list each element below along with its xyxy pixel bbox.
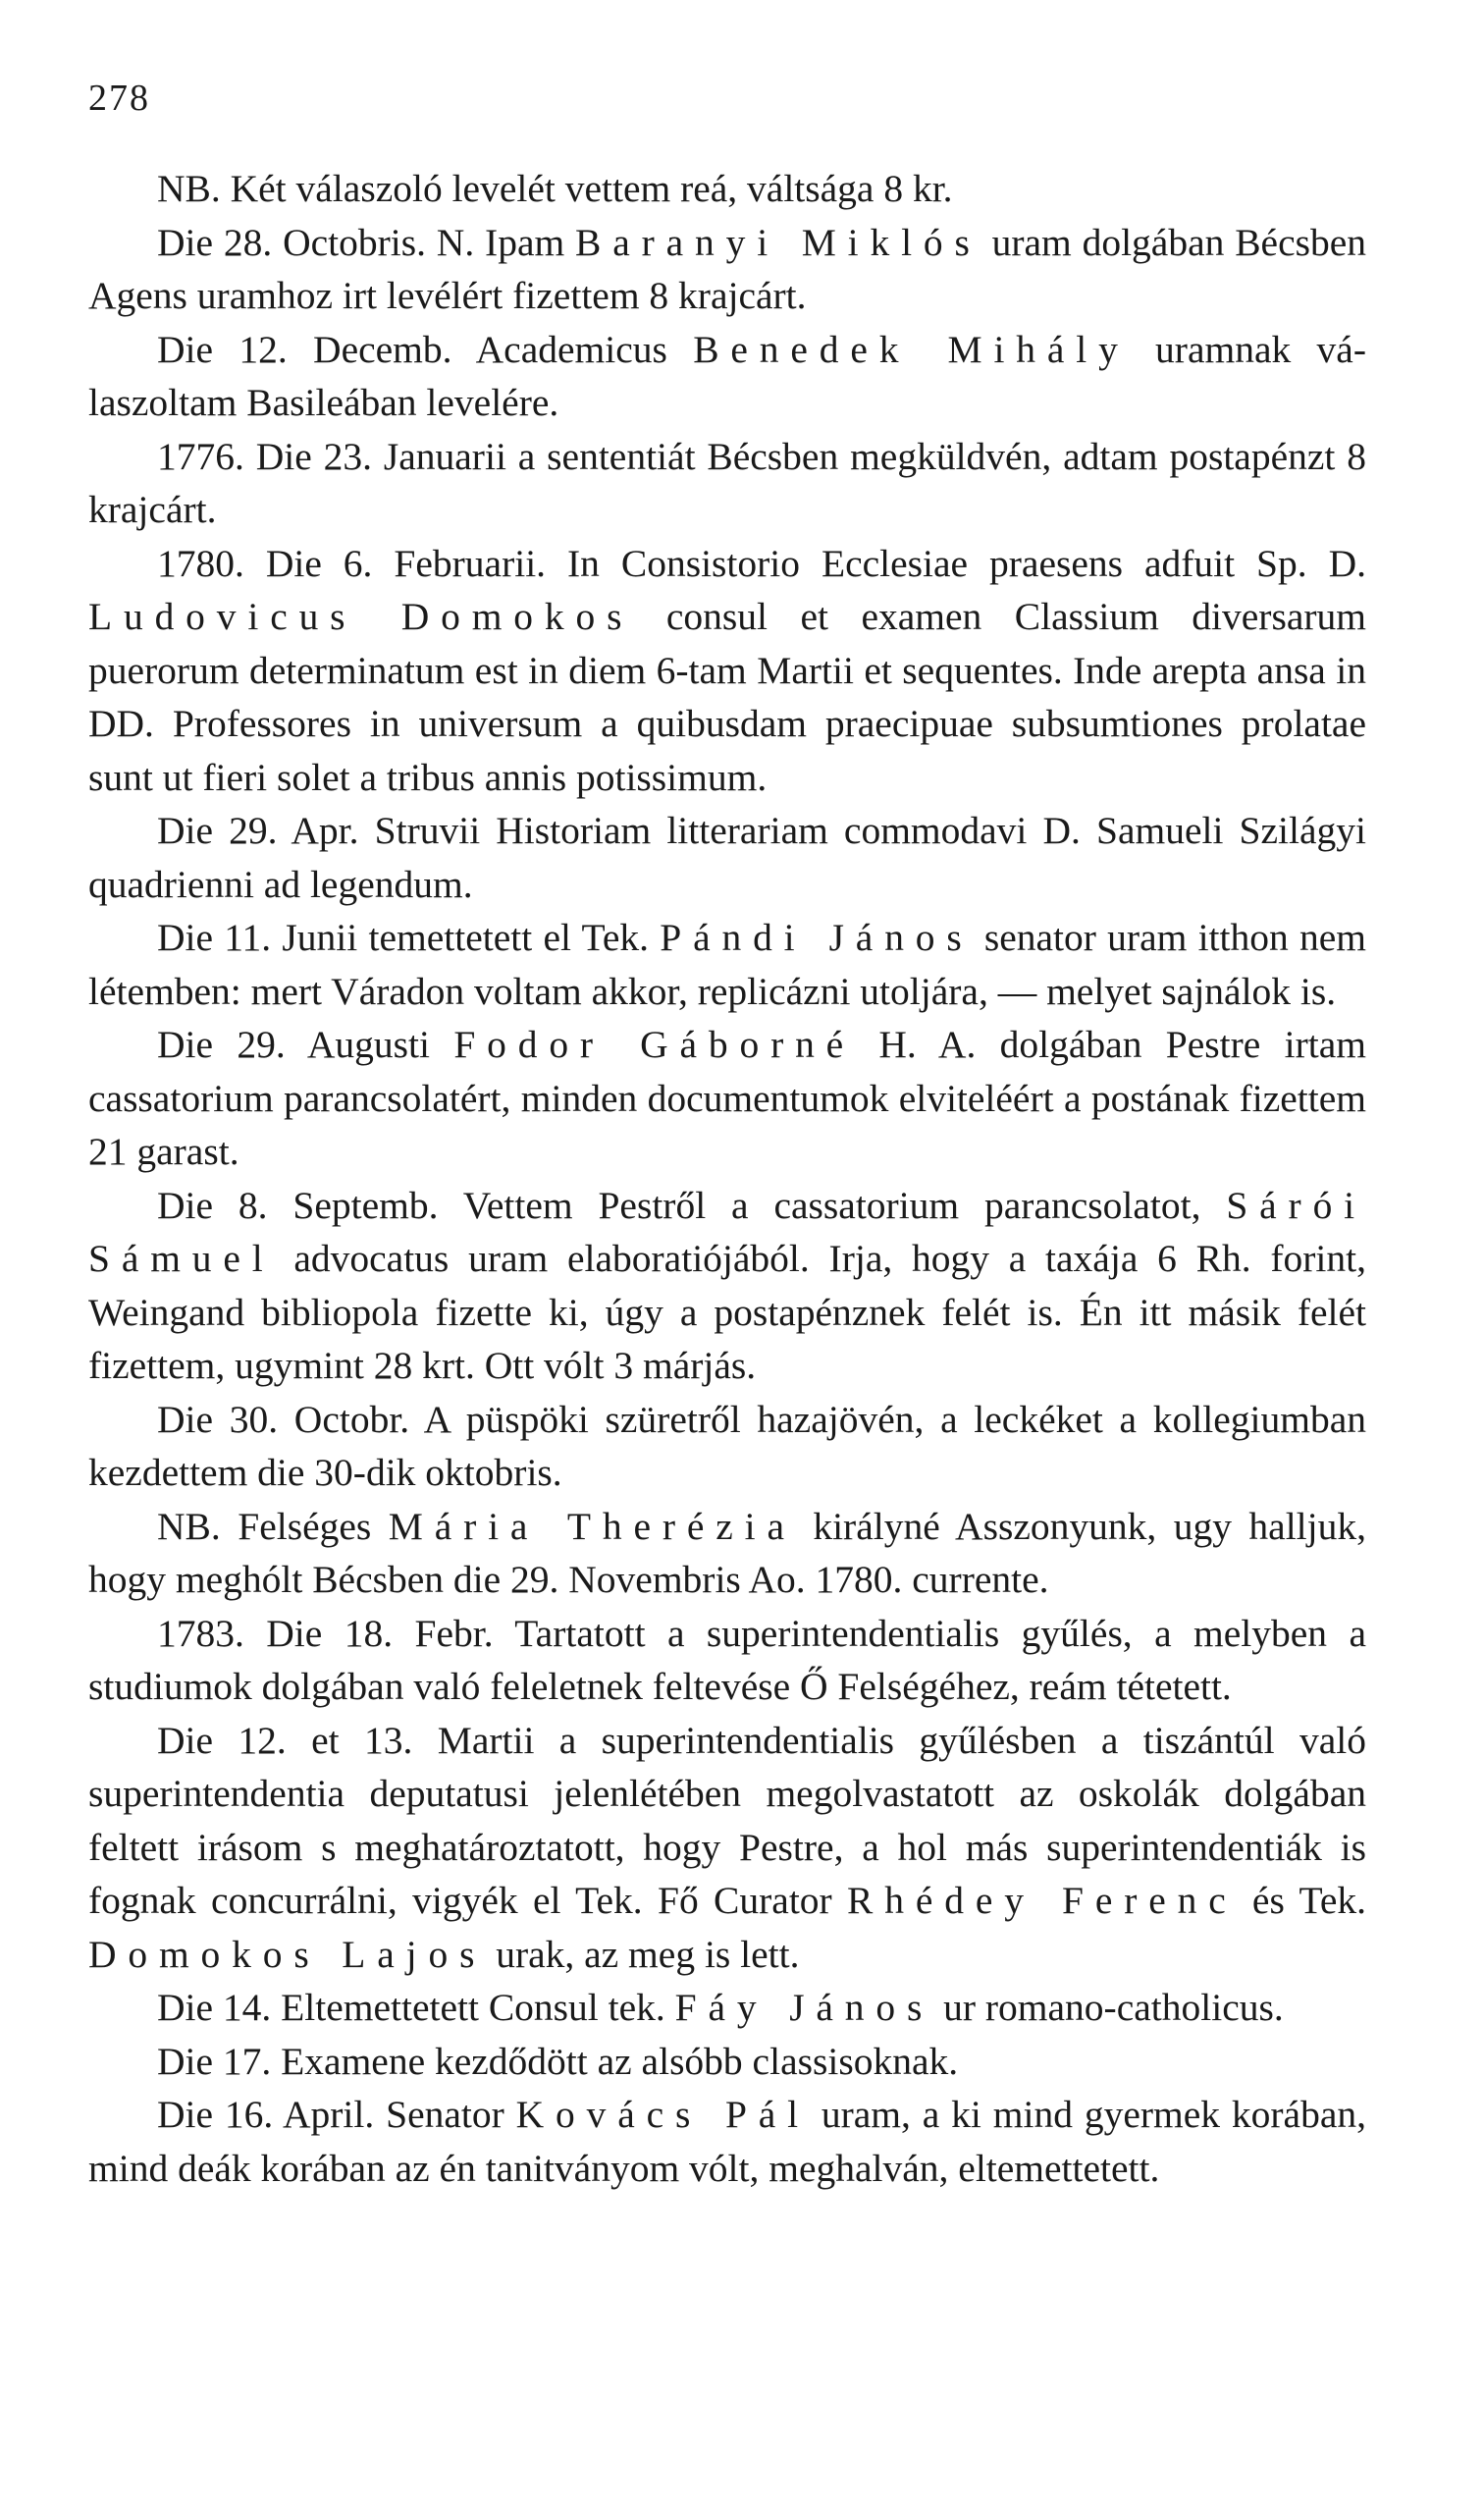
text-run: senator uram itthon nem létemben: mert Váradon voltam akkor, replicázni utoljára, — melyet sajnálok is. [88, 916, 1367, 1013]
spaced-name: Fáy János [674, 1986, 934, 2029]
text-run: NB. Két válaszoló levelét vettem reá, váltsága 8 kr. [157, 167, 953, 210]
text-run: Die 17. Examene kezdődött az alsóbb classisoknak. [157, 2039, 959, 2083]
spaced-name: Fodor Gáborné [453, 1023, 856, 1066]
paragraph [88, 1981, 1366, 2035]
text-run: Die 11. Junii temettetett el Tek. [157, 916, 661, 959]
paragraph [88, 1500, 1366, 1607]
paragraph [88, 2035, 1366, 2089]
paragraph [88, 1179, 1366, 1393]
text-run: Die 29. Apr. Struvii Historiam litterariam commodavi D. Samueli Szilágyi quadrienni ad legendum. [88, 809, 1366, 906]
paragraph [88, 430, 1366, 537]
text-run: ur romano-catholicus. [933, 1986, 1284, 2029]
spaced-name: Kovács Pál [515, 2093, 810, 2136]
text-run: Die 14. Eltemettetett Consul tek. [157, 1986, 675, 2029]
page-number: 278 [88, 78, 150, 119]
text-run: 1783. Die 18. Febr. Tartatott a superintendentialis gyűlés, a melyben a studiumok dolgában való feleletnek feltevése Ő Felségéhez, reám tétetett. [88, 1611, 1366, 1708]
spaced-name: Pándi János [660, 916, 974, 959]
body-text [88, 162, 1366, 2195]
spaced-name: Rhédey Ferenc [847, 1879, 1238, 1922]
spaced-name: Domokos Lajos [88, 1932, 487, 1976]
paragraph [88, 162, 1366, 216]
spaced-name: Sárói Sámuel [88, 1183, 1366, 1280]
spaced-name: Baranyi Miklós [575, 220, 981, 264]
paragraph [88, 1607, 1366, 1714]
text-run: advocatus uram elaboratiójából. Irja, hogy a taxája 6 Rh. forint, Weingand bibliopola fizette ki, úgy a postapénznek felét is. Én itt másik felét fizettem, ugymint 28 krt. Ott vólt 3 márjás. [88, 1237, 1366, 1387]
paragraph [88, 804, 1366, 911]
text-run: consul et examen Classium diversarum puerorum determinatum est in diem 6-tam Martii et sequentes. Inde arepta ansa in DD. Professores in universum a quibusdam praecipuae subsumtiones prolatae sunt ut fieri solet a tribus annis potissimum. [88, 595, 1366, 799]
text-run: Die 8. Septemb. Vettem Pestről a cassatorium parancsolatot, [157, 1183, 1227, 1227]
text-run: Die 28. Octobris. N. Ipam [157, 220, 576, 264]
text-run: 1776. Die 23. Januarii a sententiát Bécsben megküldvén, adtam postapénzt 8 krajcárt. [88, 434, 1366, 531]
text-run: Die 30. Octobr. A püspöki szüretről hazajövén, a leckéket a kollegiumban kezdettem die 30-dik oktobris. [88, 1397, 1366, 1494]
text-run: urak, az meg is lett. [486, 1932, 800, 1976]
text-run: uram, a ki mind gyermek korában, mind deák korában az én tanitványom vólt, meghalván, eltemettetett. [88, 2093, 1366, 2190]
text-run: uramnak válaszoltam Basileában levelére. [88, 327, 1366, 424]
text-run: Die 29. Augusti [157, 1023, 454, 1066]
text-run: uram dolgában Bécsben Agens uramhoz irt levélért fizettem 8 krajcárt. [88, 220, 1367, 317]
spaced-name: Mária Therézia [388, 1504, 796, 1548]
text-run: H. A. dolgában Pestre irtam cassatorium parancsolatért, minden documentumok elviteléért a postának fizettem 21 garast. [88, 1023, 1366, 1173]
text-run: és Tek. [1237, 1879, 1366, 1922]
text-run: 1780. Die 6. Februarii. In Consistorio Ecclesiae praesens adfuit Sp. D. [157, 541, 1366, 585]
spaced-name: Ludovicus Domokos [88, 595, 634, 638]
paragraph [88, 2088, 1366, 2195]
text-run: Die 12. et 13. Martii a superintendentialis gyűlésben a tiszántúl való superintendentia deputatusi jelenlétében megolvastatott az oskolák dolgában feltett irásom s meghatároztatott, hogy Pestre, a hol más superintendentiák is fognak concurrálni, vigyék el Tek. Fő Curator [88, 1718, 1366, 1922]
text-run: Die 16. April. Senator [157, 2093, 516, 2136]
paragraph [88, 1393, 1366, 1500]
paragraph [88, 1018, 1366, 1179]
spaced-name: Benedek Mihály [693, 327, 1130, 371]
paragraph [88, 216, 1366, 323]
paragraph [88, 537, 1366, 805]
paragraph [88, 1714, 1366, 1982]
text-run: Die 12. Decemb. Academicus [157, 327, 694, 371]
paragraph [88, 911, 1366, 1018]
paragraph [88, 323, 1366, 430]
text-run: NB. Felséges [157, 1504, 389, 1548]
text-run: királyné Asszonyunk, ugy halljuk, hogy meghólt Bécsben die 29. Novembris Ao. 1780. currente. [88, 1504, 1367, 1601]
